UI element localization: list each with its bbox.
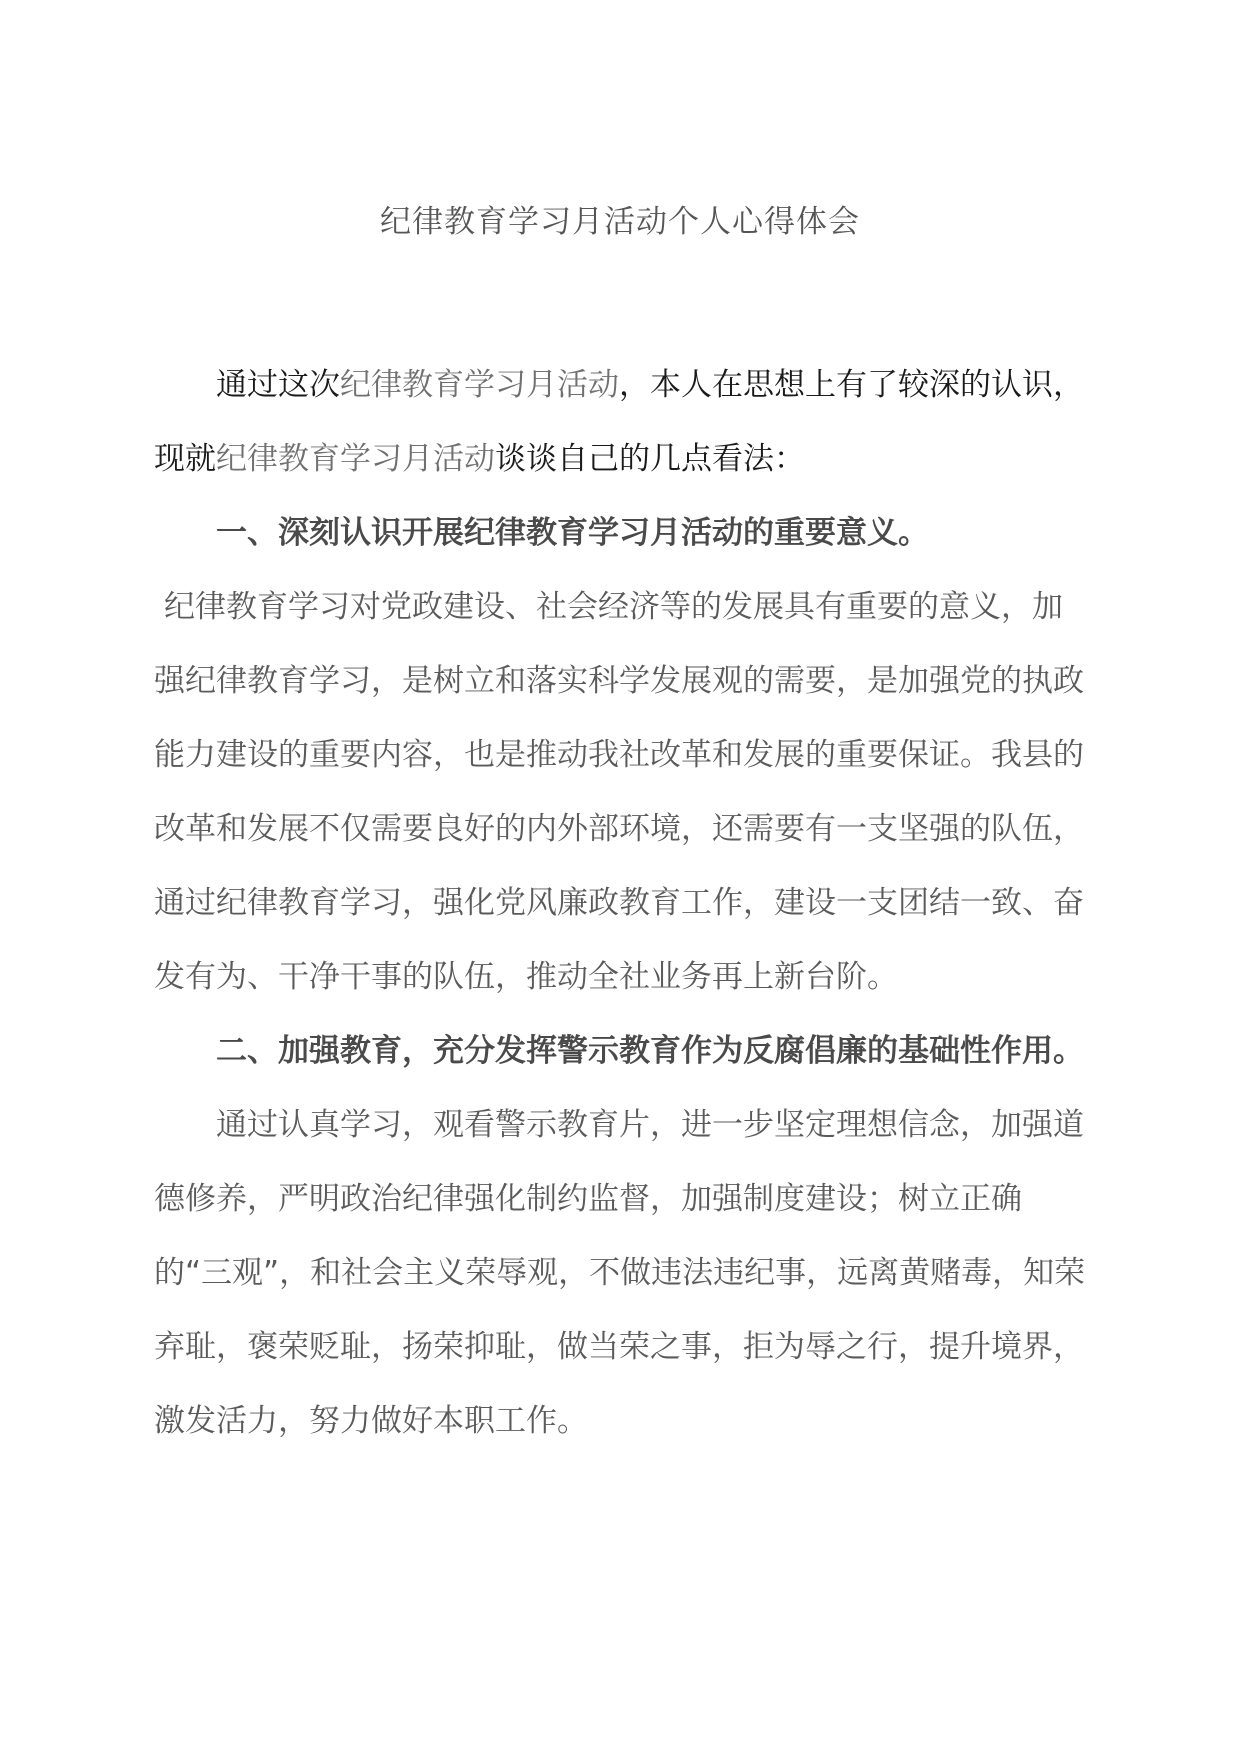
intro-text-3: 谈谈自己的几点看法：	[495, 441, 805, 477]
document-title: 纪律教育学习月活动个人心得体会	[380, 204, 860, 240]
section-1-heading: 一、深刻认识开展纪律教育学习月活动的重要意义。	[216, 515, 929, 551]
intro-text-2: ，本人在思想上有了较深的认识，现就	[154, 367, 1084, 477]
section-2-heading: 二、加强教育，充分发挥警示教育作为反腐倡廉的基础性作用。	[216, 1033, 1084, 1069]
intro-text-1: 通过这次	[216, 367, 340, 403]
intro-paragraph	[154, 348, 1086, 496]
section-2-body: 通过认真学习，观看警示教育片，进一步坚定理想信念，加强道德修养，严明政治纪律强化制约监督，加强制度建设；树立正确的“三观”，和社会主义荣辱观，不做违法违纪事，远离黄赌毒，知荣弃耻，褒荣贬耻，扬荣抑耻，做当荣之事，拒为辱之行，提升境界，激发活力，努力做好本职工作。	[154, 1107, 1086, 1439]
intro-highlight-1: 纪律教育学习月活动	[340, 367, 619, 403]
section-1-body: 纪律教育学习对党政建设、社会经济等的发展具有重要的意义，加强纪律教育学习，是树立和落实科学发展观的需要，是加强党的执政能力建设的重要内容，也是推动我社改革和发展的重要保证。我县的改革和发展不仅需要良好的内外部环境，还需要有一支坚强的队伍，通过纪律教育学习，强化党风廉政教育工作，建设一支团结一致、奋发有为、干净干事的队伍，推动全社业务再上新台阶。	[154, 589, 1084, 995]
intro-highlight-2: 纪律教育学习月活动	[216, 441, 495, 477]
document-body	[154, 348, 1086, 1458]
